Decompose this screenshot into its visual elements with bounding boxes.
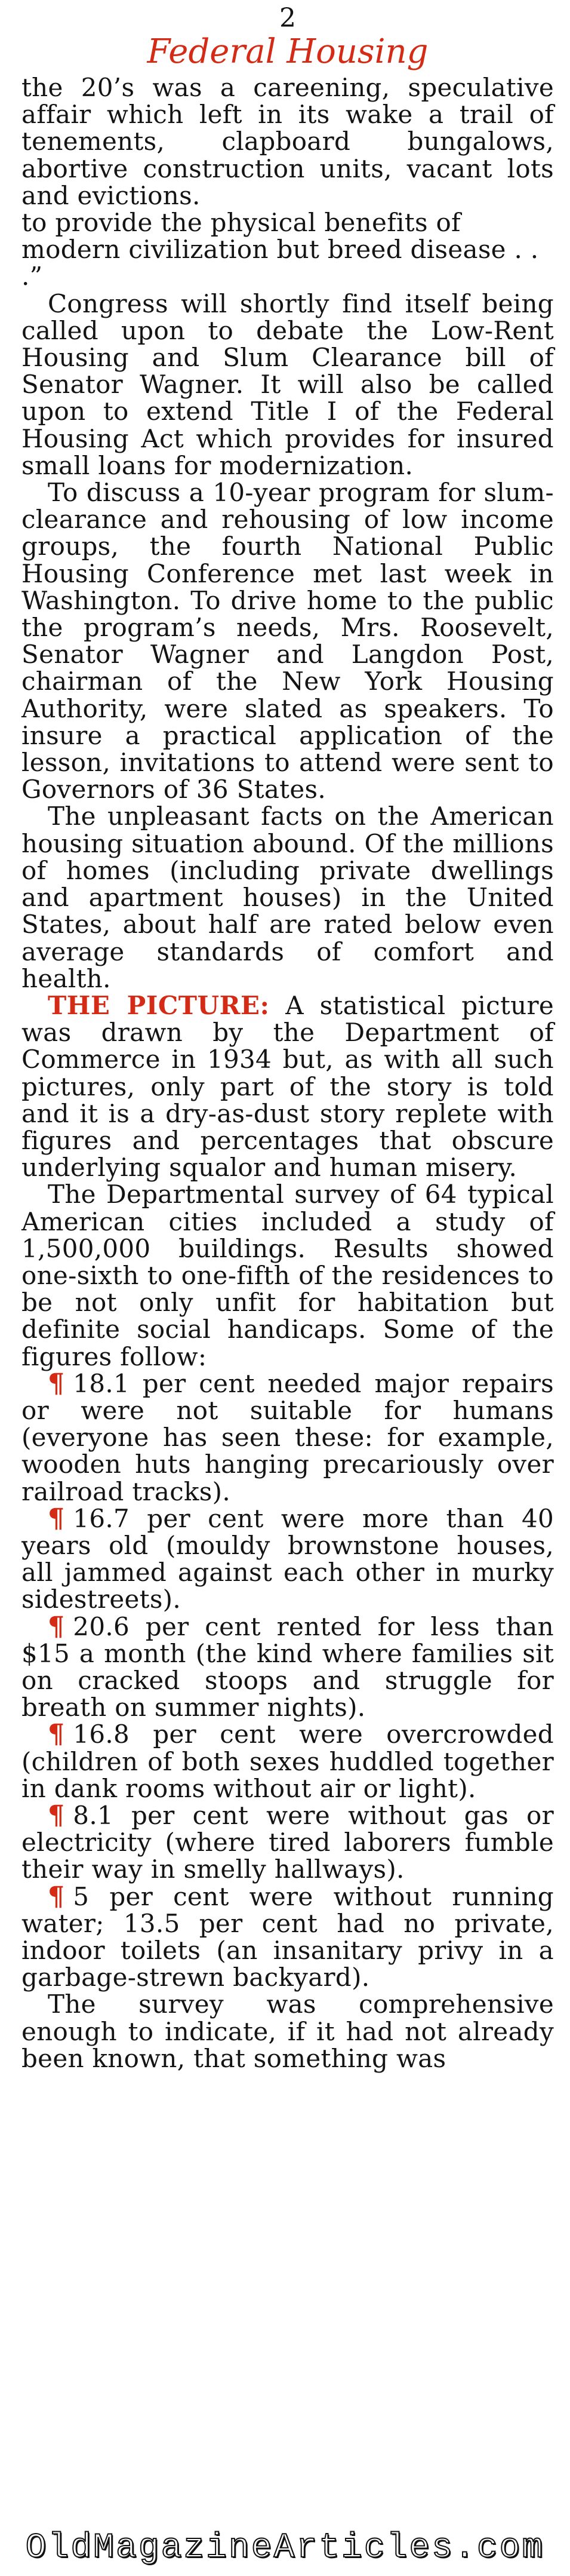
paragraph-mark-icon: ¶	[48, 1800, 65, 1831]
article-paragraph: the 20’s was a careening, speculative affair which left in its wake a trail of tenements, clapboard bungalows, abortive construction units, vacant lots and evictions.	[21, 73, 554, 210]
figure-text: 5 per cent were without running water; 13.5 per cent had no private, indoor toilets (an insanitary privy in a garbage-strewn backyard).	[21, 1881, 554, 1992]
article-paragraph: to provide the physical benefits of modern civilization but breed disease . . .”	[21, 208, 539, 291]
figure-text: 16.8 per cent were overcrowded (children of both sexes huddled together in dank rooms without air or light).	[21, 1720, 554, 1803]
figure-text: 8.1 per cent were without gas or electricity (where tired laborers fumble their way in smelly hallways).	[21, 1801, 554, 1884]
article-paragraph: The unpleasant facts on the American housing situation abound. Of the millions of homes (including private dwellings and apartment houses) in the United States, about half are rated below even average standards of comfort and health.	[21, 802, 554, 993]
survey-paragraph: The Departmental survey of 64 typical American cities included a study of 1,500,000 buildings. Results showed one-sixth to one-fifth of the residences to be not only unfit for habitation but definite social handicaps. Some of the figures follow:	[21, 1180, 554, 1371]
figure-item	[21, 1883, 554, 1991]
figure-item	[21, 1505, 554, 1613]
paragraph-mark-icon: ¶	[48, 1368, 65, 1399]
figure-text: 20.6 per cent rented for less than $15 a month (the kind where families sit on cracked stoops and struggle for breath on summer nights).	[21, 1611, 554, 1723]
closing-paragraph: The survey was comprehensive enough to indicate, if it had not already been known, that something was	[21, 1989, 554, 2073]
figure-item	[21, 1370, 554, 1505]
picture-section-text: A statistical picture was drawn by the Department of Commerce in 1934 but, as with all such pictures, only part of the story is told and it is a dry-as-dust story replete with figures and percentages that obscure underlying squalor and human misery.	[21, 990, 554, 1183]
figure-text: 18.1 per cent needed major repairs or were not suitable for humans (everyone has seen these: for example, wooden huts hanging precariously over railroad tracks).	[21, 1368, 554, 1506]
page-title: Federal Housing	[147, 32, 429, 71]
page-number: 2	[279, 3, 296, 33]
figure-item	[21, 1802, 554, 1883]
figure-text: 16.7 per cent were more than 40 years old (mouldy brownstone houses, all jammed against each other in murky sidestreets).	[21, 1503, 554, 1614]
figure-item	[21, 1721, 554, 1802]
section-lead: THE PICTURE:	[48, 990, 270, 1020]
paragraph-mark-icon: ¶	[48, 1881, 65, 1912]
paragraph-mark-icon: ¶	[48, 1611, 65, 1642]
article-body	[21, 74, 554, 2072]
article-paragraph: Congress will shortly find itself being called upon to debate the Low-Rent Housing and Slum Clearance bill of Senator Wagner. It will also be called upon to extend Title I of the Federal Housing Act which provides for insured small loans for modernization.	[21, 288, 554, 480]
paragraph-mark-icon: ¶	[48, 1719, 65, 1750]
paragraph-mark-icon: ¶	[48, 1503, 65, 1534]
article-paragraph: To discuss a 10-year program for slum-clearance and rehousing of low income groups, the fourth National Public Housing Conference met last week in Washington. To drive home to the public the program’s needs, Mrs. Roosevelt, Senator Wagner and Langdon Post, chairman of the New York Housing Authority, were slated as speakers. To insure a practical application of the lesson, invitations to attend were sent to Governors of 36 States.	[21, 478, 554, 805]
site-watermark: OldMagazineArticles.com	[25, 2529, 545, 2568]
picture-section-paragraph	[21, 992, 554, 1181]
figure-item	[21, 1613, 554, 1721]
